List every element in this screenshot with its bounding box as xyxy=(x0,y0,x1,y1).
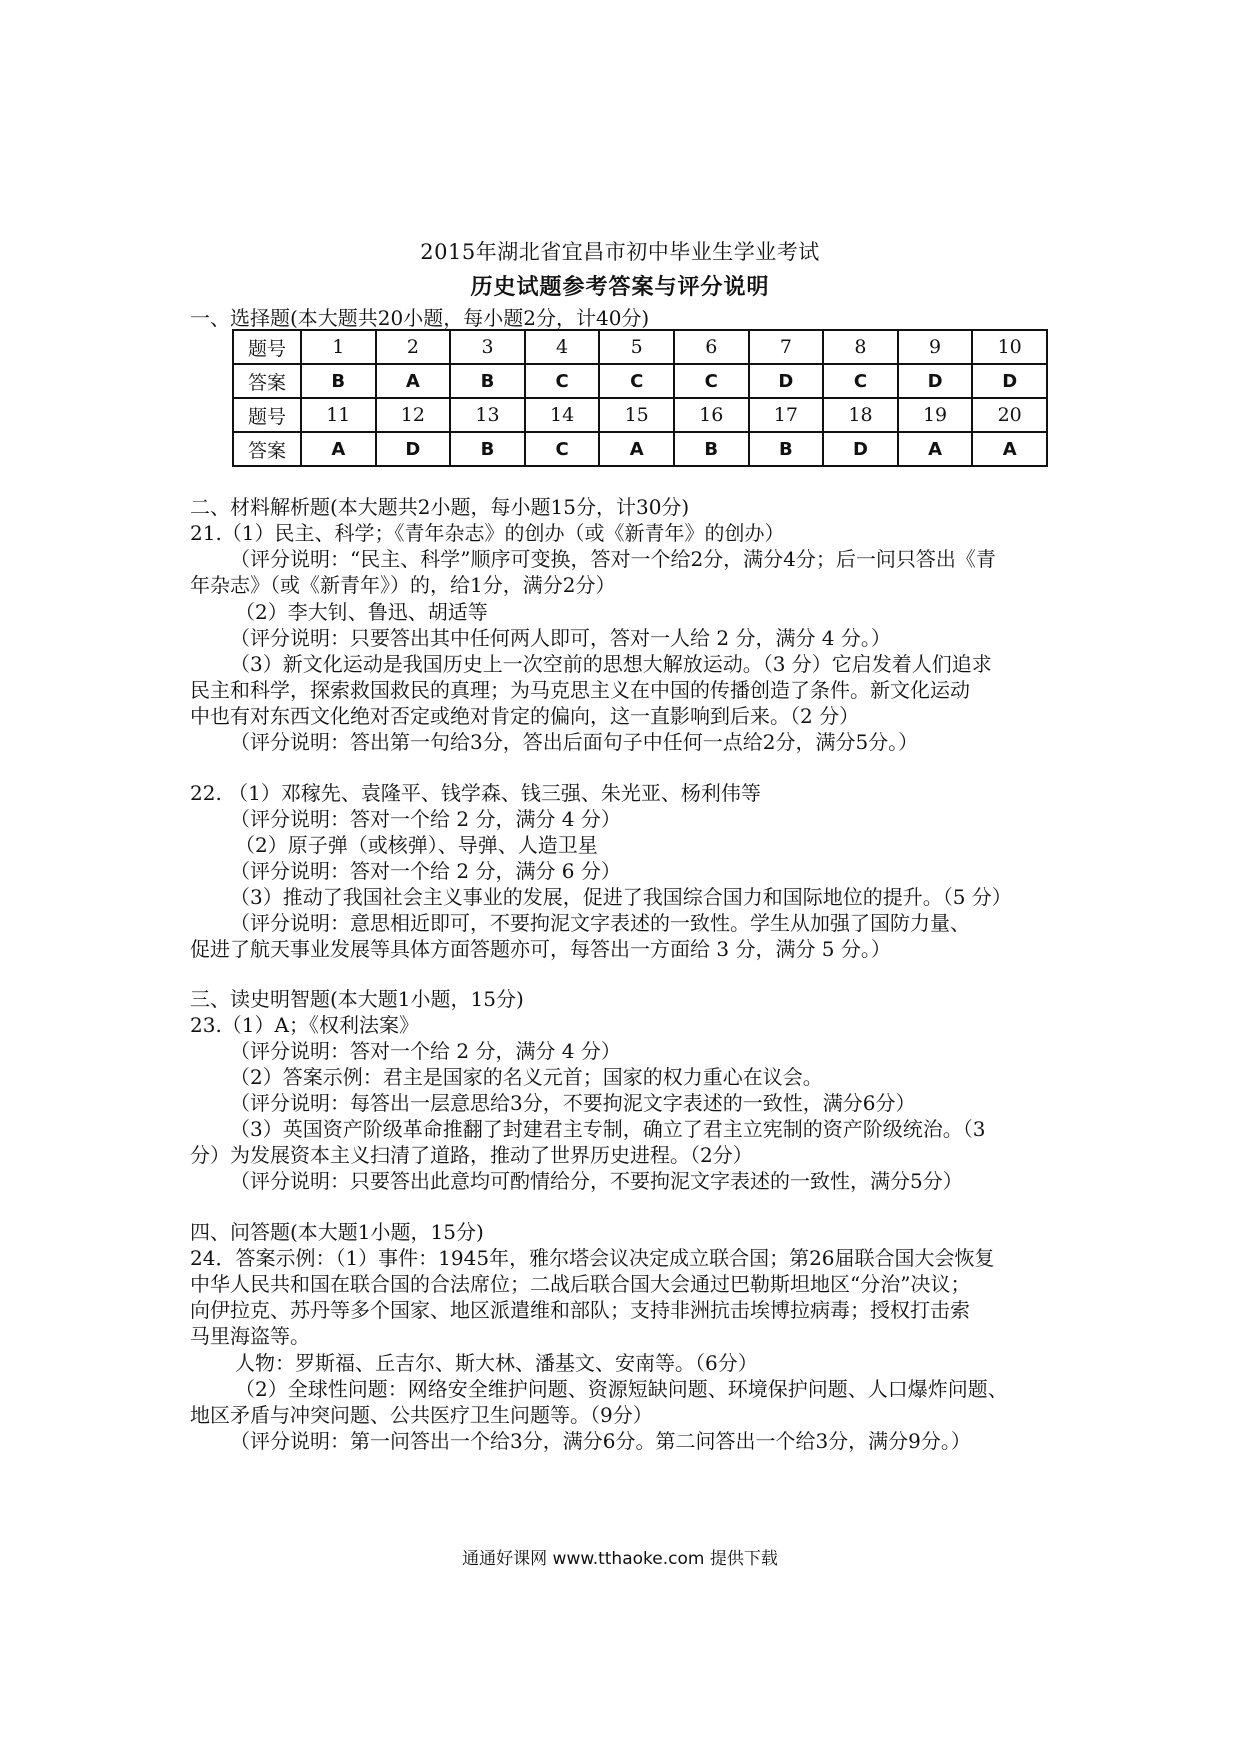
table-cell: 3 xyxy=(450,330,525,364)
table-cell: 16 xyxy=(674,398,749,432)
answer-cell: C xyxy=(674,364,749,398)
section-heading: 四、问答题(本大题1小题，15分) xyxy=(190,1220,484,1244)
table-cell: 12 xyxy=(376,398,451,432)
row-label: 答案 xyxy=(233,432,301,466)
paragraph-line: （2）答案示例：君主是国家的名义元首；国家的权力重心在议会。 xyxy=(230,1065,823,1089)
table-cell: 14 xyxy=(525,398,600,432)
paragraph-line: 21.（1）民主、科学；《青年杂志》的创办（或《新青年》的创办） xyxy=(190,521,785,545)
answer-cell: A xyxy=(599,432,674,466)
answer-table xyxy=(232,329,1048,467)
table-cell: 20 xyxy=(972,398,1047,432)
paragraph-line: （评分说明：第一问答出一个给3分，满分6分。第二问答出一个给3分，满分9分。） xyxy=(230,1429,971,1453)
row-label: 答案 xyxy=(233,364,301,398)
table-cell: 10 xyxy=(972,330,1047,364)
section-heading: 三、读史明智题(本大题1小题，15分) xyxy=(190,987,524,1011)
paragraph-line: （3）新文化运动是我国历史上一次空前的思想大解放运动。（3 分）它启发着人们追求 xyxy=(230,652,992,676)
table-cell: 7 xyxy=(749,330,824,364)
paragraph-line: （评分说明：只要答出其中任何两人即可，答对一人给 2 分，满分 4 分。） xyxy=(230,626,891,650)
table-cell: 5 xyxy=(599,330,674,364)
answer-cell: C xyxy=(823,364,898,398)
section-heading: 一、选择题(本大题共20小题，每小题2分，计40分) xyxy=(190,306,650,330)
paragraph-line: （评分说明：答出第一句给3分，答出后面句子中任何一点给2分，满分5分。） xyxy=(230,730,919,754)
page-subtitle: 历史试题参考答案与评分说明 xyxy=(470,274,770,300)
paragraph-line: 人物：罗斯福、丘吉尔、斯大林、潘基文、安南等。（6分） xyxy=(235,1351,758,1375)
section-heading: 二、材料解析题(本大题共2小题，每小题15分，计30分) xyxy=(190,495,690,519)
paragraph-line: （2）李大钊、鲁迅、胡适等 xyxy=(235,600,488,624)
table-cell: 9 xyxy=(898,330,973,364)
answer-cell: B xyxy=(301,364,376,398)
table-cell: 2 xyxy=(376,330,451,364)
paragraph-line: 分）为发展资本主义扫清了道路，推动了世界历史进程。（2分） xyxy=(190,1143,753,1167)
answer-cell: D xyxy=(972,364,1047,398)
table-row xyxy=(233,432,1047,466)
paragraph-line: （3）推动了我国社会主义事业的发展，促进了我国综合国力和国际地位的提升。（5 分） xyxy=(230,885,1012,909)
answer-cell: D xyxy=(898,364,973,398)
answer-cell: B xyxy=(674,432,749,466)
answer-cell: A xyxy=(972,432,1047,466)
paragraph-line: （评分说明：每答出一层意思给3分，不要拘泥文字表述的一致性，满分6分） xyxy=(230,1091,916,1115)
table-cell: 18 xyxy=(823,398,898,432)
table-row xyxy=(233,398,1047,432)
paragraph-line: （评分说明：答对一个给 2 分，满分 6 分） xyxy=(230,859,621,883)
table-cell: 4 xyxy=(525,330,600,364)
page-title: 2015年湖北省宜昌市初中毕业生学业考试 xyxy=(420,240,820,264)
paragraph-line: 马里海盗等。 xyxy=(190,1324,310,1348)
paragraph-line: 24．答案示例：（1）事件：1945年，雅尔塔会议决定成立联合国；第26届联合国大会恢复 xyxy=(190,1246,995,1270)
paragraph-line: 中华人民共和国在联合国的合法席位；二战后联合国大会通过巴勒斯坦地区“分治”决议； xyxy=(190,1272,971,1296)
answer-cell: D xyxy=(376,432,451,466)
footer-text: 通通好课网 www.tthaoke.com 提供下载 xyxy=(462,1549,778,1569)
table-cell: 13 xyxy=(450,398,525,432)
table-cell: 15 xyxy=(599,398,674,432)
paragraph-line: 23.（1）A；《权利法案》 xyxy=(190,1013,419,1037)
paragraph-line: 促进了航天事业发展等具体方面答题亦可，每答出一方面给 3 分，满分 5 分。） xyxy=(190,937,891,961)
paragraph-line: 民主和科学，探索救国救民的真理；为马克思主义在中国的传播创造了条件。新文化运动 xyxy=(190,678,970,702)
answer-cell: B xyxy=(450,432,525,466)
table-cell: 17 xyxy=(749,398,824,432)
answer-cell: C xyxy=(525,432,600,466)
row-label: 题号 xyxy=(233,398,301,432)
paragraph-line: （评分说明：只要答出此意均可酌情给分，不要拘泥文字表述的一致性，满分5分） xyxy=(230,1169,963,1193)
table-cell: 19 xyxy=(898,398,973,432)
paragraph-line: （2）原子弹（或核弹）、导弹、人造卫星 xyxy=(235,833,598,857)
paragraph-line: 地区矛盾与冲突问题、公共医疗卫生问题等。（9分） xyxy=(190,1403,653,1427)
table-row xyxy=(233,330,1047,364)
answer-cell: A xyxy=(376,364,451,398)
table-cell: 11 xyxy=(301,398,376,432)
paragraph-line: （2）全球性问题：网络安全维护问题、资源短缺问题、环境保护问题、人口爆炸问题、 xyxy=(235,1377,1008,1401)
table-row xyxy=(233,364,1047,398)
answer-cell: D xyxy=(749,364,824,398)
answer-cell: B xyxy=(749,432,824,466)
paragraph-line: （3）英国资产阶级革命推翻了封建君主专制，确立了君主立宪制的资产阶级统治。（3 xyxy=(230,1117,986,1141)
answer-cell: C xyxy=(525,364,600,398)
paragraph-line: （评分说明：答对一个给 2 分，满分 4 分） xyxy=(230,1039,621,1063)
paragraph-line: 年杂志》（或《新青年》）的，给1分，满分2分） xyxy=(190,573,616,597)
answer-cell: A xyxy=(898,432,973,466)
paragraph-line: 中也有对东西文化绝对否定或绝对肯定的偏向，这一直影响到后来。（2 分） xyxy=(190,704,860,728)
answer-cell: C xyxy=(599,364,674,398)
paragraph-line: （评分说明：“民主、科学”顺序可变换，答对一个给2分，满分4分；后一问只答出《青 xyxy=(230,547,996,571)
answer-cell: A xyxy=(301,432,376,466)
table-cell: 8 xyxy=(823,330,898,364)
table-cell: 1 xyxy=(301,330,376,364)
paragraph-line: 向伊拉克、苏丹等多个国家、地区派遣维和部队；支持非洲抗击埃博拉病毒；授权打击索 xyxy=(190,1298,970,1322)
answer-cell: B xyxy=(450,364,525,398)
paragraph-line: 22. （1）邓稼先、袁隆平、钱学森、钱三强、朱光亚、杨利伟等 xyxy=(190,781,761,805)
row-label: 题号 xyxy=(233,330,301,364)
answer-cell: D xyxy=(823,432,898,466)
table-cell: 6 xyxy=(674,330,749,364)
paragraph-line: （评分说明：答对一个给 2 分，满分 4 分） xyxy=(230,807,621,831)
paragraph-line: （评分说明：意思相近即可，不要拘泥文字表述的一致性。学生从加强了国防力量、 xyxy=(230,911,970,935)
